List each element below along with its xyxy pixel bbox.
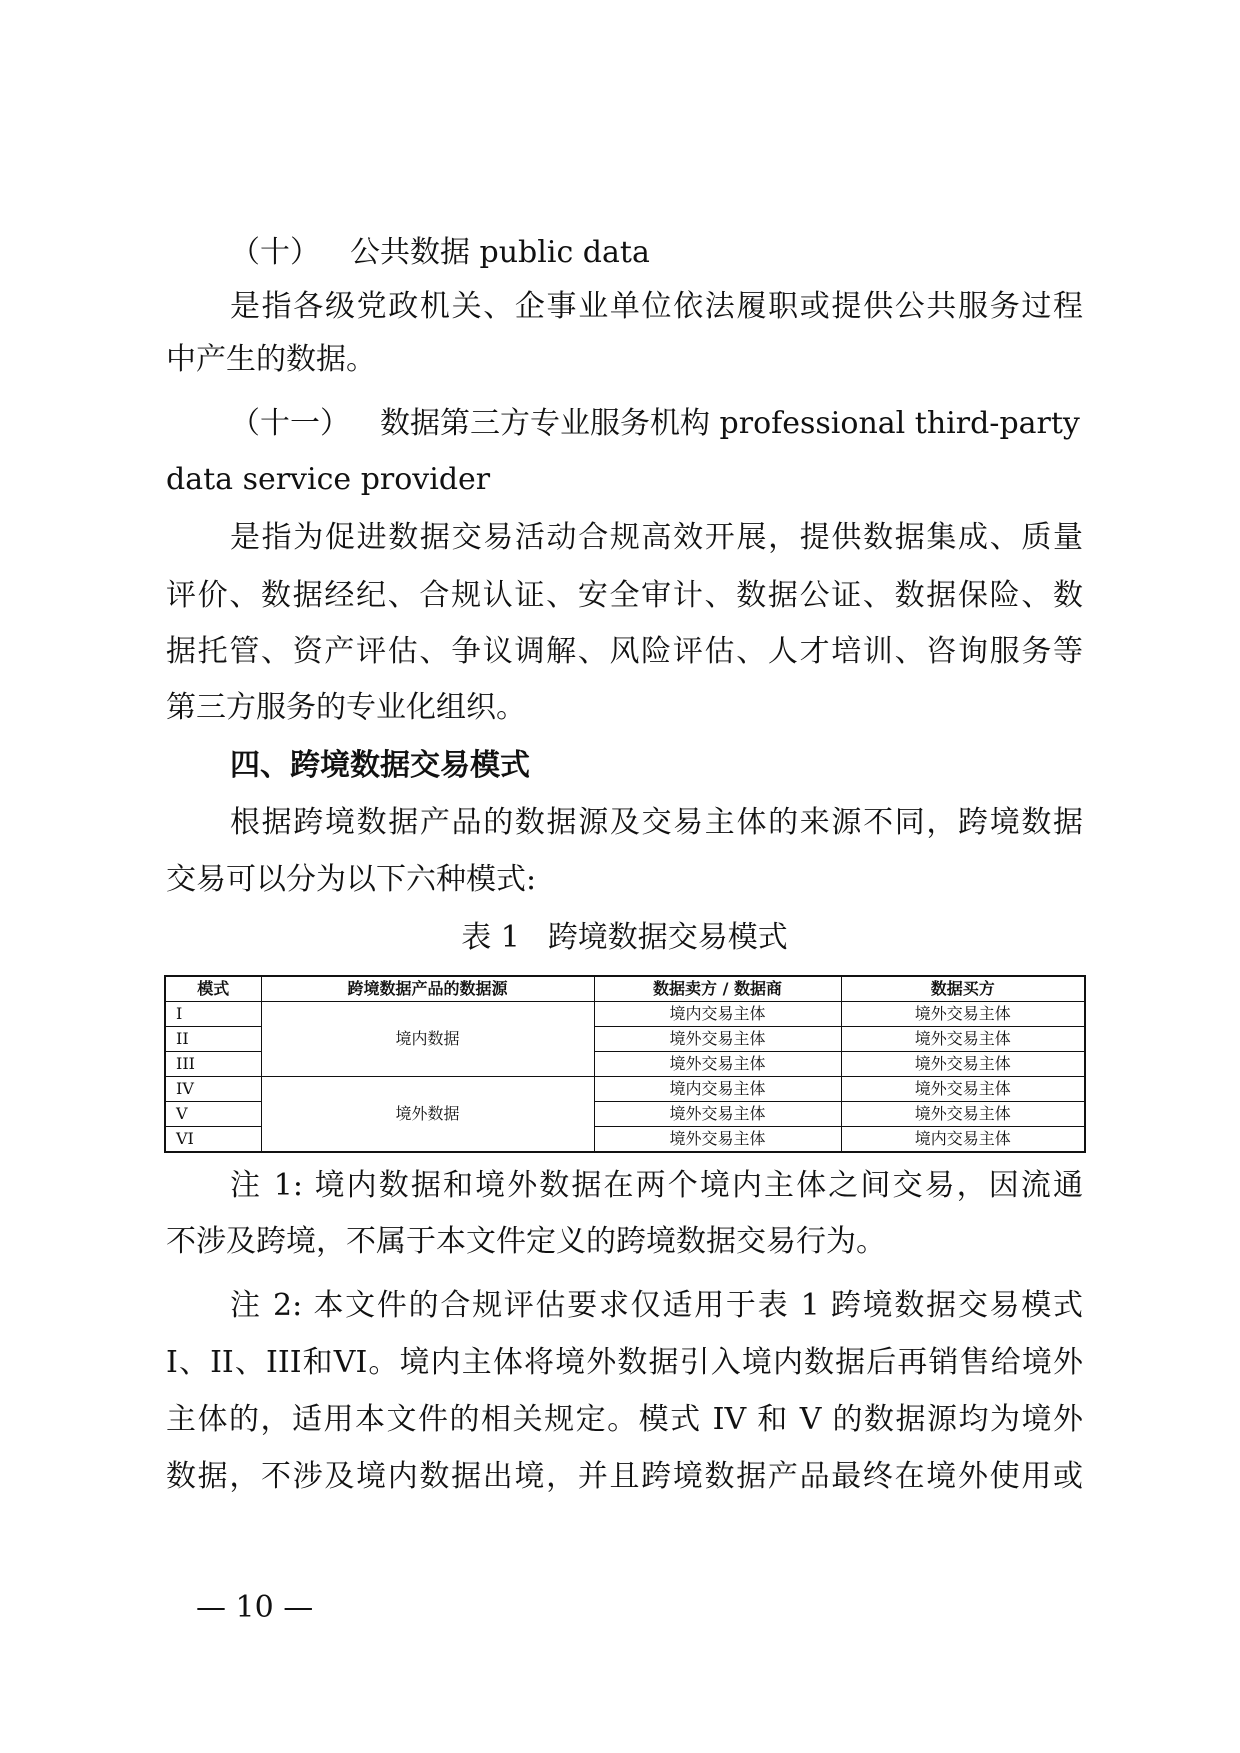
- section-11-number: （十一）: [230, 406, 350, 441]
- buyer-cell: 境外交易主体: [841, 1052, 1085, 1077]
- buyer-cell: 境外交易主体: [841, 1102, 1085, 1127]
- section-11-term-line-1: 数据第三方专业服务机构 professional third-party: [380, 406, 1080, 441]
- buyer-cell: 境外交易主体: [841, 1077, 1085, 1102]
- seller-cell: 境外交易主体: [594, 1102, 841, 1127]
- mode-cell: VI: [165, 1127, 261, 1153]
- section-11-def-line-3: 据托管、资产评估、争议调解、风险评估、人才培训、咨询服务等: [166, 634, 1083, 669]
- section-11-term-line-2: data service provider: [166, 462, 491, 497]
- seller-cell: 境内交易主体: [594, 1002, 841, 1027]
- note-2-line-1: 注 2: 本文件的合规评估要求仅适用于表 1 跨境数据交易模式: [230, 1288, 1083, 1323]
- table-caption: [166, 918, 1083, 958]
- section-10-def-line-1: 是指各级党政机关、企事业单位依法履职或提供公共服务过程: [230, 289, 1083, 324]
- mode-cell: I: [165, 1002, 261, 1027]
- section-10-number: （十）: [230, 235, 320, 270]
- section-11-def-line-1: 是指为促进数据交易活动合规高效开展，提供数据集成、质量: [230, 520, 1083, 555]
- heading-four: 四、跨境数据交易模式: [230, 748, 530, 783]
- section-10-term: 公共数据 public data: [350, 235, 650, 270]
- note-2-line-4: 数据，不涉及境内数据出境，并且跨境数据产品最终在境外使用或: [166, 1459, 1083, 1494]
- table-caption-number: 表 1: [461, 920, 520, 955]
- note-1-line-1: 注 1: 境内数据和境外数据在两个境内主体之间交易，因流通: [230, 1168, 1083, 1203]
- intro-line-2: 交易可以分为以下六种模式:: [166, 862, 537, 897]
- note-2-line-3: 主体的，适用本文件的相关规定。模式 IV 和 V 的数据源均为境外: [166, 1402, 1083, 1437]
- buyer-cell: 境外交易主体: [841, 1027, 1085, 1052]
- table-row: [165, 1002, 1085, 1027]
- note-2-line-2: I、II、III和VI。境内主体将境外数据引入境内数据后再销售给境外: [166, 1345, 1083, 1380]
- table-row: [165, 1077, 1085, 1102]
- header-mode: 模式: [165, 976, 261, 1002]
- mode-cell: IV: [165, 1077, 261, 1102]
- seller-cell: 境外交易主体: [594, 1052, 841, 1077]
- intro-line-1: 根据跨境数据产品的数据源及交易主体的来源不同，跨境数据: [230, 805, 1083, 840]
- header-data-source: 跨境数据产品的数据源: [261, 976, 594, 1002]
- seller-cell: 境外交易主体: [594, 1127, 841, 1153]
- source-group-cell: 境外数据: [261, 1077, 594, 1153]
- note-1-line-2: 不涉及跨境，不属于本文件定义的跨境数据交易行为。: [166, 1224, 886, 1259]
- header-seller: 数据卖方 / 数据商: [594, 976, 841, 1002]
- buyer-cell: 境内交易主体: [841, 1127, 1085, 1153]
- buyer-cell: 境外交易主体: [841, 1002, 1085, 1027]
- section-10-title: [230, 233, 1083, 273]
- page-number: — 10 —: [196, 1590, 314, 1625]
- table-header-row: [165, 976, 1085, 1002]
- table-caption-title: 跨境数据交易模式: [547, 920, 788, 955]
- mode-cell: V: [165, 1102, 261, 1127]
- section-11-def-line-4: 第三方服务的专业化组织。: [166, 690, 526, 725]
- header-buyer: 数据买方: [841, 976, 1085, 1002]
- seller-cell: 境外交易主体: [594, 1027, 841, 1052]
- section-11-title: [230, 404, 1083, 444]
- seller-cell: 境内交易主体: [594, 1077, 841, 1102]
- mode-cell: III: [165, 1052, 261, 1077]
- mode-cell: II: [165, 1027, 261, 1052]
- source-group-cell: 境内数据: [261, 1002, 594, 1077]
- section-10-def-line-2: 中产生的数据。: [166, 342, 376, 377]
- cross-border-mode-table: [164, 975, 1086, 1153]
- section-11-def-line-2: 评价、数据经纪、合规认证、安全审计、数据公证、数据保险、数: [166, 578, 1083, 613]
